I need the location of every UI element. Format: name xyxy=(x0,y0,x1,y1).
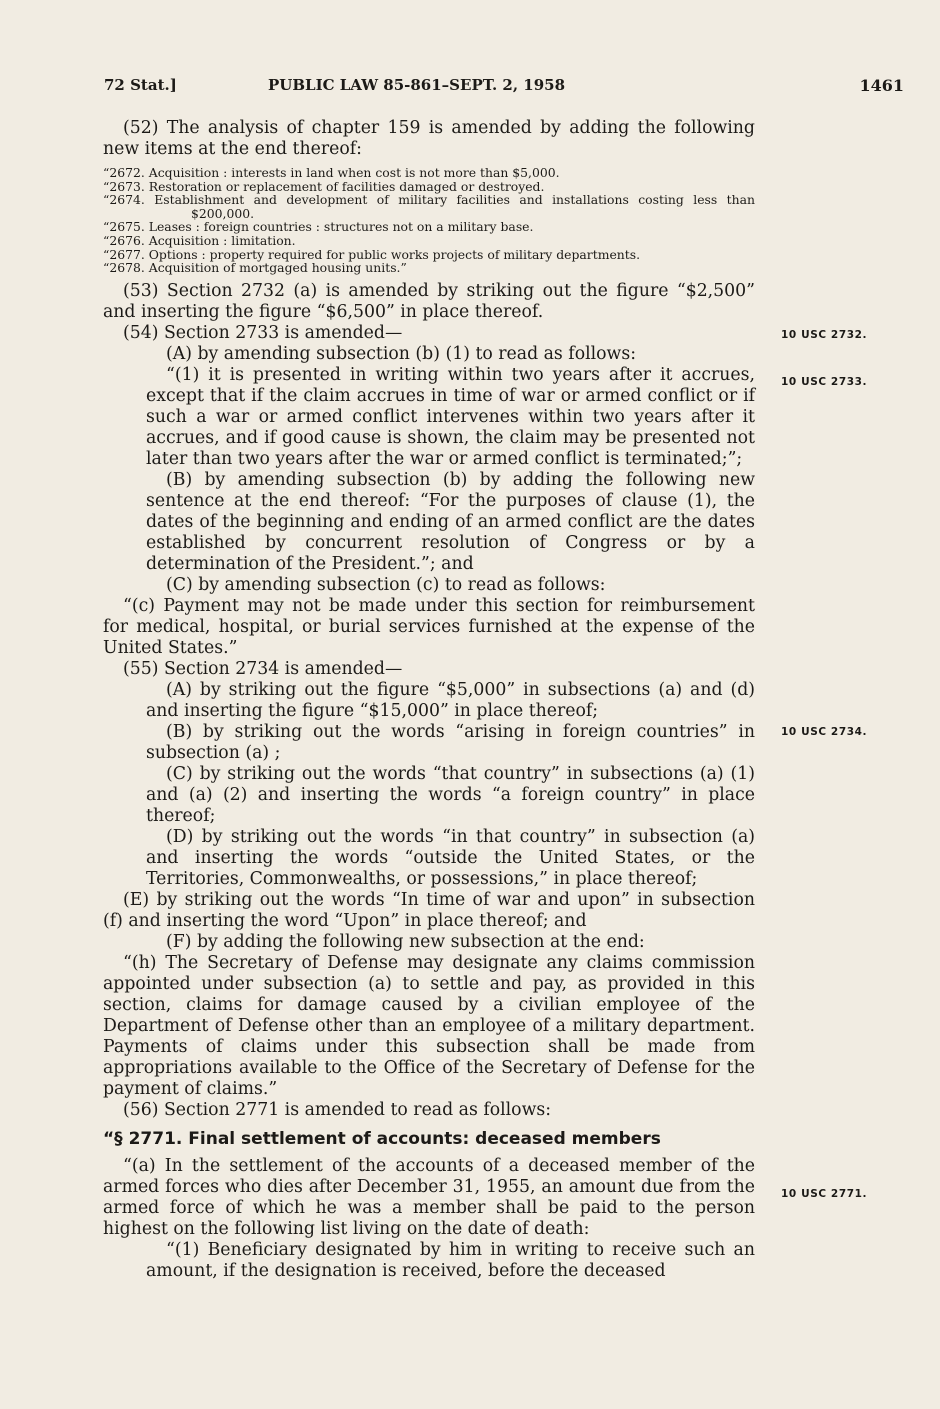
page-header xyxy=(104,76,904,100)
chapter-item: “2678. Acquisition of mortgaged housing units.” xyxy=(103,260,407,276)
paragraph-55-f-text: “(h) The Secretary of Defense may designate any claims commission appointed under subsection (a) to settle and pay, as provided in this section, claims for damage caused by a civilian employee of the Department of Defense other than an employee of a military department. Payments of claims under this subsection shall be made from appropriations available to the Office of the Secretary of Defense for the payment of claims.” xyxy=(103,952,755,1099)
chapter-item: “2675. Leases : foreign countries : structures not on a military base. xyxy=(103,219,534,235)
paragraph-56: (56) Section 2771 is amended to read as follows: xyxy=(123,1099,552,1120)
margin-note-2734: 10 USC 2734. xyxy=(781,726,868,738)
body-text xyxy=(103,118,755,1282)
paragraph-55-e: (E) by striking out the words “In time of war and upon” in subsection (f) and inserting the word “Upon” in place thereof; and xyxy=(103,889,755,931)
law-title: PUBLIC LAW 85-861–SEPT. 2, 1958 xyxy=(268,76,566,94)
paragraph-55-a: (A) by striking out the figure “$5,000” in subsections (a) and (d) and inserting the figure “$15,000” in place thereof; xyxy=(146,679,755,721)
paragraph-55-b: (B) by striking out the words “arising in foreign countries” in subsection (a) ; xyxy=(146,721,755,763)
volume-reference: 72 Stat.] xyxy=(104,76,177,94)
paragraph-55: (55) Section 2734 is amended— xyxy=(123,658,403,679)
paragraph-54-a: (A) by amending subsection (b) (1) to read as follows: xyxy=(166,343,637,364)
paragraph-54: (54) Section 2733 is amended— xyxy=(123,322,403,343)
paragraph-53: (53) Section 2732 (a) is amended by striking out the figure “$2,500” and inserting the figure “$6,500” in place thereof. xyxy=(103,280,755,322)
paragraph-52: (52) The analysis of chapter 159 is amended by adding the following new items at the end thereof: xyxy=(103,118,755,159)
paragraph-54-c-text: “(c) Payment may not be made under this section for reimbursement for medical, hospital, or burial services furnished at the expense of the United States.” xyxy=(103,595,755,658)
chapter-items-list xyxy=(103,166,755,275)
paragraph-55-f: (F) by adding the following new subsection at the end: xyxy=(166,931,645,952)
paragraph-2771-a: “(a) In the settlement of the accounts of a deceased member of the armed forces who dies after December 31, 1955, an amount due from the armed force of which he was a member shall be paid to the person highest on the following list living on the date of death: xyxy=(103,1155,755,1239)
margin-note-2771: 10 USC 2771. xyxy=(781,1188,868,1200)
chapter-item: “2676. Acquisition : limitation. xyxy=(103,232,296,248)
paragraph-55-d: (D) by striking out the words “in that country” in subsection (a) and inserting the words “outside the United States, or the Territories, Commonwealths, or possessions,” in place thereof; xyxy=(146,826,755,889)
paragraph-2771-a-1: “(1) Beneficiary designated by him in writing to receive such an amount, if the designation is received, before the deceased xyxy=(146,1239,755,1281)
section-heading-2771: “§ 2771. Final settlement of accounts: deceased members xyxy=(103,1128,661,1149)
margin-note-2733: 10 USC 2733. xyxy=(781,376,868,388)
paragraph-54-a-text: “(1) it is presented in writing within two years after it accrues, except that if the claim accrues in time of war or armed conflict or if such a war or armed conflict intervenes within two years after it accrues, and if good cause is shown, the claim may be presented not later than two years after the war or armed conflict is terminated;”; xyxy=(146,364,755,469)
chapter-item: “2673. Restoration or replacement of facilities damaged or destroyed. xyxy=(103,178,545,194)
margin-note-2732: 10 USC 2732. xyxy=(781,329,868,341)
chapter-item: “2674. Establishment and development of military facilities and installations costing less than $200,000. xyxy=(103,192,755,221)
chapter-item: “2677. Options : property required for public works projects of military departments. xyxy=(103,246,641,262)
paragraph-55-c: (C) by striking out the words “that country” in subsections (a) (1) and (a) (2) and inserting the words “a foreign country” in place thereof; xyxy=(146,763,755,826)
paragraph-54-b: (B) by amending subsection (b) by adding the following new sentence at the end thereof: “For the purposes of clause (1), the dates of the beginning and ending of an armed conflict are the dates established by concurrent resolution of Congress or by a determination of the President.”; and xyxy=(146,469,755,574)
paragraph-54-c: (C) by amending subsection (c) to read as follows: xyxy=(166,574,606,595)
page-number: 1461 xyxy=(859,76,904,95)
chapter-item: “2672. Acquisition : interests in land when cost is not more than $5,000. xyxy=(103,165,560,180)
